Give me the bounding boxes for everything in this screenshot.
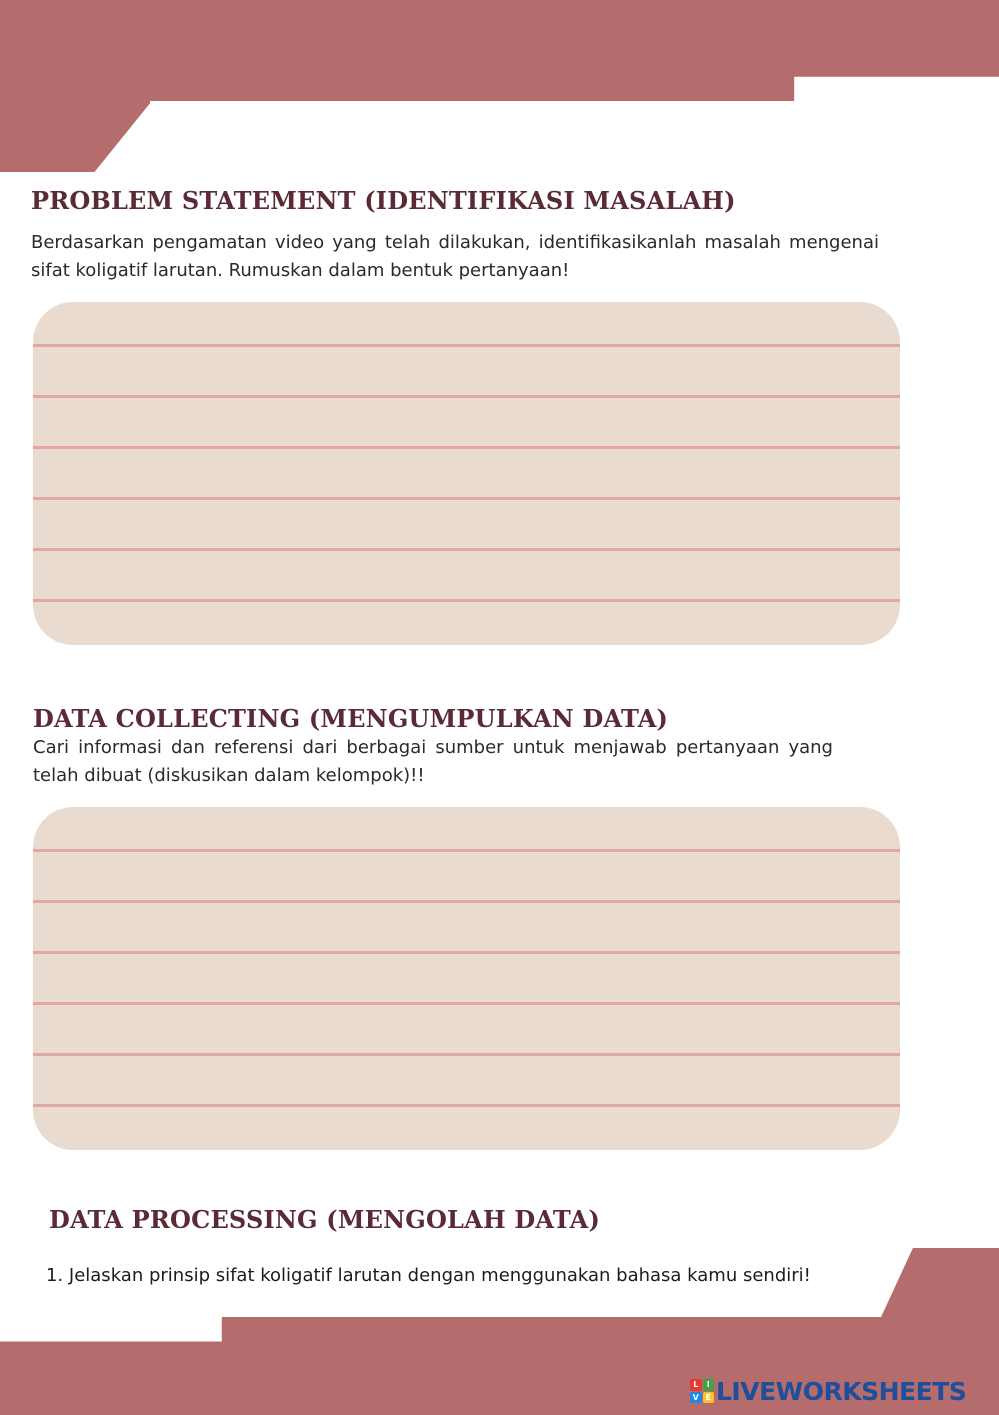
problem-statement-answer-box[interactable]	[33, 302, 900, 645]
writing-line	[33, 599, 900, 602]
writing-line	[33, 951, 900, 954]
bottom-right-band-shape	[876, 1248, 999, 1328]
logo-letter-l: L	[690, 1379, 702, 1391]
writing-line	[33, 849, 900, 852]
problem-statement-heading: PROBLEM STATEMENT (IDENTIFIKASI MASALAH)	[31, 186, 736, 215]
data-processing-question-1: 1. Jelaskan prinsip sifat koligatif larutan dengan menggunakan bahasa kamu sendiri!	[46, 1265, 811, 1286]
logo-letter-i: I	[703, 1379, 715, 1391]
writing-line	[33, 446, 900, 449]
writing-line	[33, 548, 900, 551]
problem-statement-instruction: Berdasarkan pengamatan video yang telah dilakukan, identifikasikanlah masalah mengenai sifat koligatif larutan. Rumuskan dalam bentuk pertanyaan!	[31, 232, 879, 281]
data-collecting-heading: DATA COLLECTING (MENGUMPULKAN DATA)	[33, 704, 669, 733]
data-collecting-answer-box[interactable]	[33, 807, 900, 1150]
writing-line	[33, 900, 900, 903]
liveworksheets-logo	[690, 1373, 966, 1409]
writing-line	[33, 1053, 900, 1056]
writing-line	[33, 1104, 900, 1107]
writing-line	[33, 344, 900, 347]
logo-letter-e: E	[703, 1392, 715, 1404]
liveworksheets-logo-text: LIVEWORKSHEETS	[716, 1376, 967, 1406]
data-processing-heading: DATA PROCESSING (MENGOLAH DATA)	[49, 1205, 601, 1234]
writing-line	[33, 395, 900, 398]
writing-line	[33, 1002, 900, 1005]
liveworksheets-logo-icon	[690, 1379, 714, 1403]
writing-line	[33, 497, 900, 500]
top-left-band-shape	[0, 0, 150, 172]
data-collecting-instruction: Cari informasi dan referensi dari berbagai sumber untuk menjawab pertanyaan yang telah dibuat (diskusikan dalam kelompok)!!	[33, 737, 833, 786]
logo-letter-v: V	[690, 1392, 702, 1404]
